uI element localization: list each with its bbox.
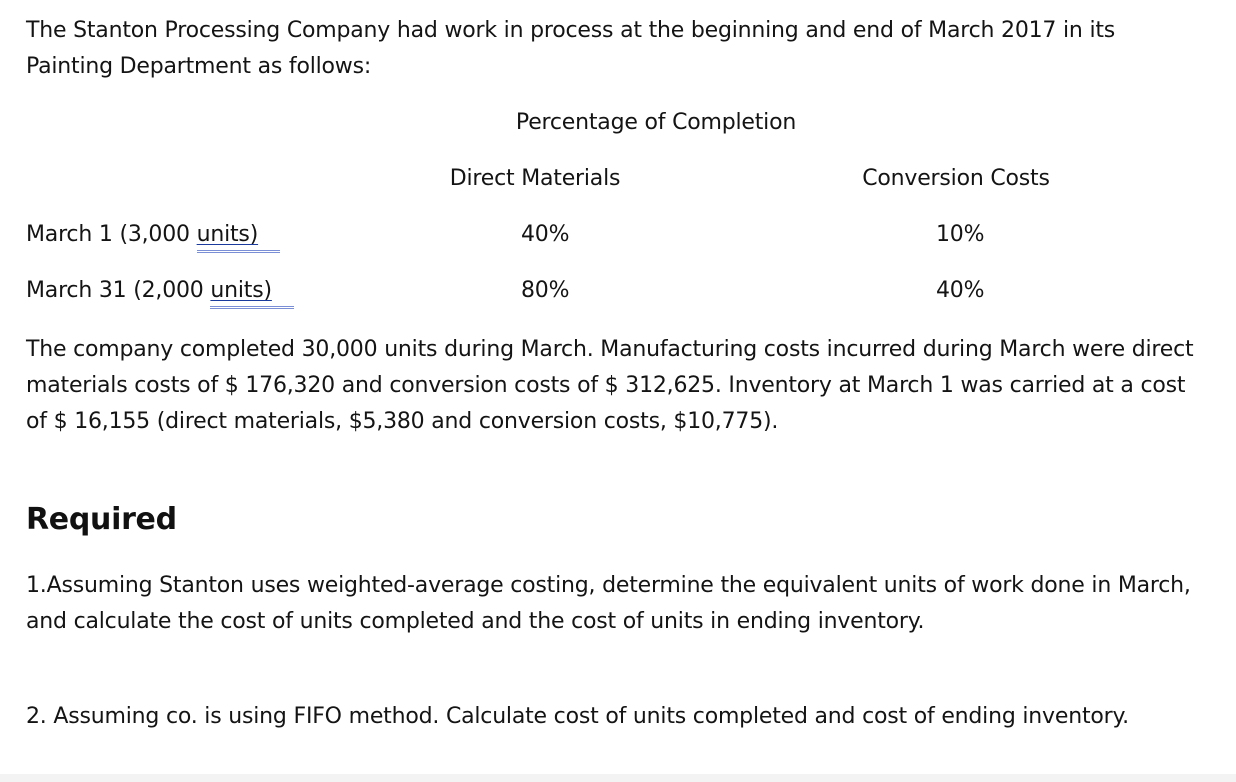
underlined-units: units) — [196, 222, 259, 247]
column-header-conversion-costs: Conversion Costs — [862, 166, 1050, 191]
row-label-march-1: March 1 (3,000 units) — [26, 222, 259, 247]
required-heading: Required — [26, 502, 177, 537]
requirement-1: 1.Assuming Stanton uses weighted-average costing, determine the equivalent units of work done in March, and calculate the cost of units completed and the cost of units in ending inventory. — [26, 573, 1191, 634]
page-bottom-edge — [0, 774, 1236, 782]
underlined-units: units) — [210, 278, 272, 303]
table-title: Percentage of Completion — [515, 110, 797, 135]
cell-direct-materials-march-1: 40% — [521, 222, 570, 247]
column-header-direct-materials: Direct Materials — [449, 166, 621, 191]
body-paragraph: The company completed 30,000 units during March. Manufacturing costs incurred during March were direct materials costs of $ 176,320 and conversion costs of $ 312,625. Inventory at March 1 was carried at a cost of $ 16,155 (direct materials, $5,380 and conversion costs, $10,775). — [26, 337, 1194, 434]
cell-direct-materials-march-31: 80% — [521, 278, 570, 303]
cell-conversion-costs-march-1: 10% — [936, 222, 985, 247]
requirement-2: 2. Assuming co. is using FIFO method. Calculate cost of units completed and cost of ending inventory. — [26, 704, 1129, 729]
row-label-march-31: March 31 (2,000 units) — [26, 278, 272, 303]
cell-conversion-costs-march-31: 40% — [936, 278, 985, 303]
intro-paragraph: The Stanton Processing Company had work in process at the beginning and end of March 2017 in its Painting Department as follows: — [26, 18, 1116, 79]
